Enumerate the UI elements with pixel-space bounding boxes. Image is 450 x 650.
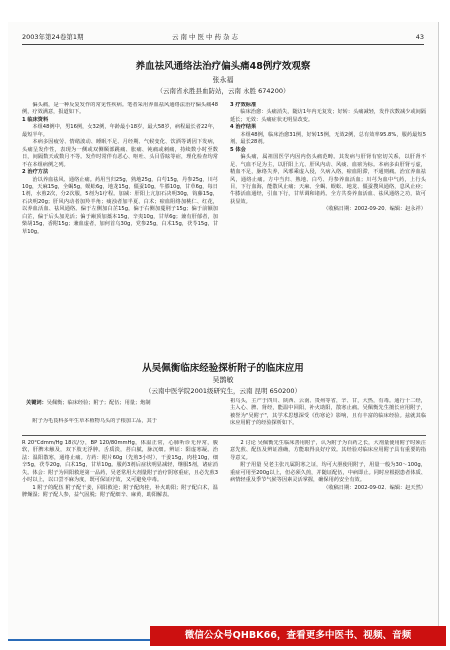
article2-right-column <box>230 440 426 620</box>
article2-author: 吴鹊敏 <box>212 376 234 384</box>
article2-intro-left <box>22 418 218 434</box>
paragraph: 临床治愈：头痛消失，随访1年内无复发；好转：头痛减轻，发作次数减少或间隔延长；无效：头痛症状无明显改变。 <box>230 109 426 123</box>
article1-right-column <box>230 102 426 350</box>
article2-left-column <box>22 440 218 620</box>
page-header <box>22 32 424 45</box>
paragraph: 附子用量 吴老主张凡属阴寒之证，均可大胆使用附子，用量一般为30～100g，重症可用至200g以上，但必须久煎，并随证配伍，中病即止。同时应根据患者体质、病情轻重及季节气候等因素灵活掌握，确保用药安全有效。 <box>230 462 426 484</box>
article2-affiliation: （云南中医学院2001级研究生，云南 昆明 650200） <box>145 387 301 395</box>
intro-text: 祖乌头，主产于四川、陕西、云南、贵州等省，辛、甘，大热，有毒。通行十二经，主入心、脾、肾经，能温中回阳，补火助阳，散寒止痛。吴佩衡先生擅长应用附子，被誉为"吴附子"，其学术思想深受《伤寒论》影响，且有丰富的临床经验。兹就其临床应用附子的经验探析如下。 <box>230 398 426 427</box>
article2-intro-right <box>230 398 426 434</box>
divider <box>22 435 426 436</box>
issue-info: 2003年第24卷第1期 <box>22 33 84 41</box>
received-date: （收稿日期：2002-09-20．编辑：赵永祥） <box>323 206 426 213</box>
article1-left-column <box>22 102 218 350</box>
page-number: 43 <box>415 33 424 41</box>
received-date: （收稿日期：2002-09-02．编辑：赵天然） <box>323 484 426 491</box>
paragraph: 本组48例中，男16例，女32例，年龄最小18岁，最大58岁，病程最长者22年，最短半年。 <box>22 124 218 138</box>
paragraph: 2 讨论 吴佩衡先生临床善用附子，认为附子为百药之长，大剂量使用附子时须注意先煎、配伍及辨证准确，方能取得良好疗效。其经验对临床应用附子具有重要的指导意义。 <box>230 440 426 461</box>
article-author: 张永福 <box>212 76 234 84</box>
paragraph: 本组48例，临床治愈31例，好转15例，无效2例，总有效率95.8%，服药最短5剂，最长28剂。 <box>230 131 426 146</box>
paragraph: 本病多因疲劳、情绪波动、睡眠不足、月经期、气候变化、饮酒等诱因下发病，头痛呈发作性，表现为一侧或双侧颞部跳痛、胀痛、钝痛或刺痛，持续数小时至数日，间隔数天或数月不等。发作时常伴有恶心、呕吐、头目昏眩等症，理化检查均常不在本组病例之列。 <box>22 139 218 168</box>
journal-page <box>8 22 439 640</box>
keywords-text: 吴佩衡；临床经验；附子；配伍；用量；炮制 <box>46 400 151 406</box>
article-affiliation: （云南省永胜县血防站，云南 永胜 674200） <box>156 87 290 95</box>
article2-title: 从吴佩衡临床经验探析附子的临床应用 <box>142 363 304 374</box>
paragraph: R 20°Cdmm/Hg 18次/分，BP 120/80mmHg，体温正常，心肺听诊无异常，腹软，肝脾未触及，双下肢无浮肿。舌质淡，苔白腻，脉沉细。辨证：阳虚寒凝。治法：温阳散寒，通络止痛。方药：附片60g（先煎3小时），干姜15g，肉桂10g，细辛5g，茯苓20g，白术15g，甘草10g。服药3剂后症状明显减轻，继服5剂，诸症消失。体会：附子为回阳救逆第一品药，吴老常用大剂量附子治疗阴寒重症，且必先煎3小时以上，以口尝不麻为度，既可保证疗效，又可避免中毒。 <box>22 440 218 484</box>
section-heading: 2 治疗方法 <box>22 169 49 176</box>
paragraph: 1 附子的配伍 附子配干姜，回阳救逆；附子配肉桂，补火助阳；附子配白术，温脾燥湿；附子配人参，益气固脱；附子配细辛、麻黄，助阳解表。 <box>22 484 218 499</box>
paragraph: 偏头痛，属祖国医学内因内伤头痛范畴。其发病与肝肾有密切关系，以肝肾不足、气血不足为主，以肝阳上亢、肝风内动、风痰、血瘀为标。本病多由肝肾亏虚，精血不足，脉络失养，风邪乘虚入侵，久病入络，瘀血阻滞，不通则痛。治宜养血祛风，通络止痛。方中当归、熟地、白芍、丹参养血活血；川芎为血中气药，上行头目，下行血海，能散风止痛；天麻、全蝎、蜈蚣、地龙、僵蚕搜风通络，息风止痉；牛膝活血通经，引血下行，甘草调和诸药。全方共奏养血活血、祛风通络之功，故可获显效。 <box>230 154 426 205</box>
section-heading: 3 疗效标准 <box>230 102 257 108</box>
journal-name: 云南中医中药杂志 <box>172 33 240 41</box>
paragraph: 偏头痛，是一种反复发作的常见性疾病。笔者采用养血祛风通络法治疗偏头痛48例，疗效满意，报道如下。 <box>22 102 218 116</box>
wechat-banner: 微信公众号QHBK66，查看更多中医书、视频、音频 <box>150 626 446 646</box>
paragraph: 治以养血祛风、通络止痛。药用当归25g，熟地25g，白芍15g，丹参25g，川芎10g，天麻15g，全蝎5g，蜈蚣6g，地龙15g，僵蚕10g，牛膝10g，甘草6g，每日1剂，水煎2次，分2次服，5剂为1疗程。加减：肝阳上亢加石决明30g，钩藤15g，石决明20g；肝风内动者加羚羊角；痰浊者加半夏、白术；瘀血阻络加桃仁、红花，以养血活血、祛风通络。偏于左侧加白芷15g，偏于右侧加蔓荆子15g；偏于前额加白芷，偏于后头加羌活；偏于巅顶加藁本15g，辛夷10g，甘草6g；兼有肝郁者，加柴胡15g，香附15g；兼血虚者，加何首乌30g，党参25g，白术15g，茯苓15g，甘草10g。 <box>22 176 218 235</box>
section-heading: 4 治疗结果 <box>230 124 257 131</box>
section-heading: 5 体会 <box>230 146 246 153</box>
article-title: 养血祛风通络法治疗偏头痛48例疗效观察 <box>135 61 311 72</box>
keywords-label: 关键词： <box>26 400 47 406</box>
section-heading: 1 临床资料 <box>22 116 49 123</box>
intro-text: 附子为毛茛科多年生草本植物乌头的子根加工品，其于 <box>32 418 157 424</box>
